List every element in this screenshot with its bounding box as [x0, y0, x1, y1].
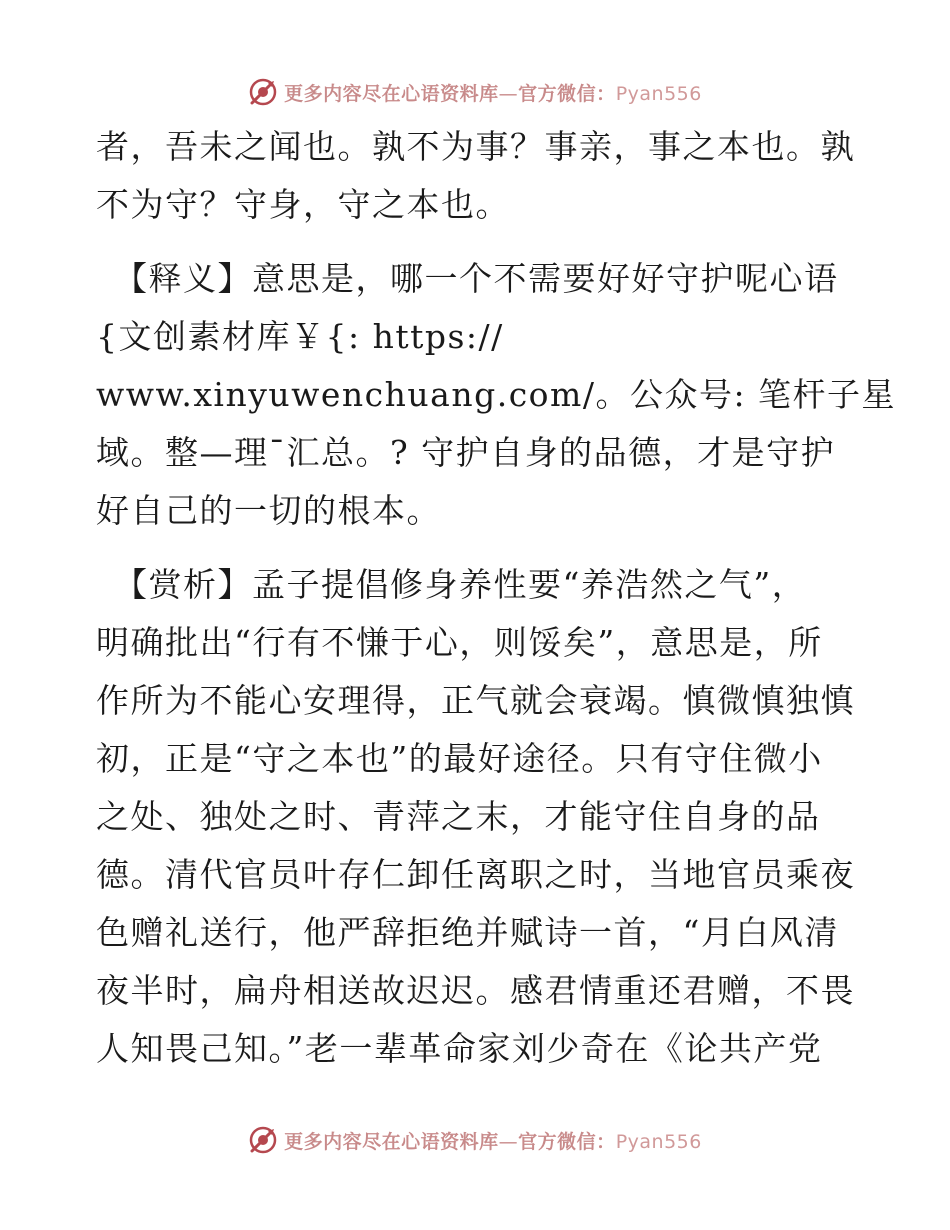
text-line: 之处、独处之时、青萍之末，才能守住自身的品	[96, 797, 821, 836]
text-line: 不为守？守身，守之本也。	[96, 185, 510, 224]
text-line: 者，吾未之闻也。孰不为事？事亲，事之本也。孰	[96, 127, 855, 166]
pen-logo-icon	[248, 1125, 278, 1155]
text-line: 作所为不能心安理得，正气就会衰竭。慎微慎独慎	[96, 681, 855, 720]
text-line: 好自己的一切的根本。	[96, 491, 441, 530]
text-line: 域。整—理¯汇总。? 守护自身的品德，才是守护	[96, 433, 836, 472]
text-line: 德。清代官员叶存仁卸任离职之时，当地官员乘夜	[96, 855, 855, 894]
footer-banner-separator: —	[498, 1130, 519, 1153]
footer-banner-text	[284, 1127, 702, 1154]
paragraph-2	[96, 250, 897, 540]
text-line: 色赠礼送行，他严辞拒绝并赋诗一首，“月白风清	[96, 913, 839, 952]
header-banner-title: 更多内容尽在心语资料库	[284, 82, 499, 105]
footer-banner	[0, 1120, 950, 1160]
footer-wechat-id: Pyan556	[615, 1130, 702, 1153]
text-line: {文创素材库￥{: https://	[96, 317, 504, 356]
footer-wechat-label: 官方微信：	[518, 1130, 616, 1153]
text-line: 人知畏己知。”老一辈革命家刘少奇在《论共产党	[96, 1029, 823, 1068]
header-wechat-label: 官方微信：	[518, 82, 616, 105]
paragraph-3	[96, 556, 856, 1078]
text-line: 明确批出“行有不慊于心，则馁矣”，意思是，所	[96, 623, 823, 662]
header-banner	[0, 72, 950, 112]
header-banner-separator: —	[498, 82, 519, 105]
footer-banner-title: 更多内容尽在心语资料库	[284, 1130, 499, 1153]
header-wechat-id: Pyan556	[615, 82, 702, 105]
document-body	[96, 118, 897, 1078]
text-line: 【释义】意思是，哪一个不需要好好守护呢心语	[114, 259, 839, 298]
text-line: 夜半时，扁舟相送故迟迟。感君情重还君赠，不畏	[96, 971, 855, 1010]
text-line: 初，正是“守之本也”的最好途径。只有守住微小	[96, 739, 823, 778]
pen-logo-icon	[248, 77, 278, 107]
text-line: 【赏析】孟子提倡修身养性要“养浩然之气”，	[114, 565, 807, 604]
paragraph-1	[96, 118, 856, 234]
text-line: www.xinyuwenchuang.com/。公众号: 笔杆子星	[96, 375, 897, 414]
header-banner-text	[284, 79, 702, 106]
